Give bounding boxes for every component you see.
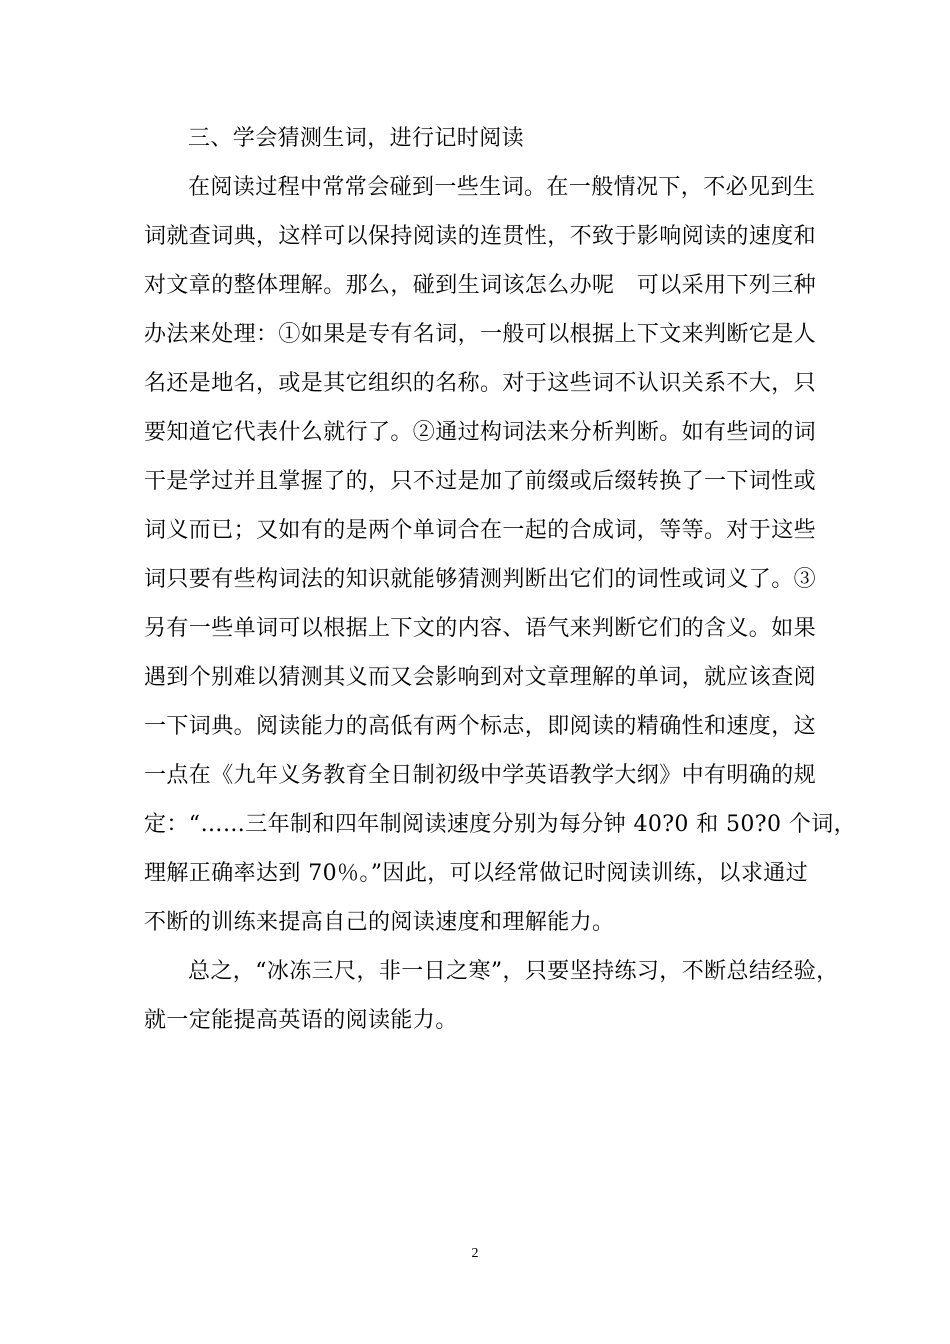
paragraph-line: 办法来处理：①如果是专有名词，一般可以根据上下文来判断它是人 [144,322,817,347]
paragraph-line: 在阅读过程中常常会碰到一些生词。在一般情况下，不必见到生 [188,175,816,200]
paragraph-line: 另有一些单词可以根据上下文的内容、语气来判断它们的含义。如果 [144,616,817,641]
paragraph-line: 要知道它代表什么就行了。②通过构词法来分析判断。如有些词的词 [144,420,817,445]
paragraph-1 [144,163,856,947]
paragraph-line: 定：“……三年制和四年制阅读速度分别为每分钟 40?0 和 50?0 个词， [144,812,856,837]
paragraph-line: 总之，“冰冻三尺，非一日之寒”，只要坚持练习，不断总结经验， [188,959,839,984]
paragraph-line: 不断的训练来提高自己的阅读速度和理解能力。 [144,910,615,935]
paragraph-line: 词就查词典，这样可以保持阅读的连贯性，不致于影响阅读的速度和 [144,224,817,249]
document-body [144,114,856,1045]
paragraph-line: 名还是地名，或是其它组织的名称。对于这些词不认识关系不大，只 [144,371,817,396]
section-heading: 三、学会猜测生词，进行记时阅读 [188,126,525,151]
paragraph-line: 理解正确率达到 70％。”因此，可以经常做记时阅读训练，以求通过 [144,861,809,886]
paragraph-line: 词义而已；又如有的是两个单词合在一起的合成词，等等。对于这些 [144,518,817,543]
paragraph-line: 对文章的整体理解。那么，碰到生词该怎么办呢 可以采用下列三种 [144,273,817,298]
paragraph-line: 就一定能提高英语的阅读能力。 [144,1008,458,1033]
paragraph-line: 遇到个别难以猜测其义而又会影响到对文章理解的单词，就应该查阅 [144,665,817,690]
page-number: 2 [471,1246,479,1261]
paragraph-line: 词只要有些构词法的知识就能够猜测判断出它们的词性或词义了。③ [144,567,817,592]
paragraph-line: 干是学过并且掌握了的，只不过是加了前缀或后缀转换了一下词性或 [144,469,817,494]
paragraph-line: 一点在《九年义务教育全日制初级中学英语教学大纲》中有明确的规 [144,763,817,788]
paragraph-2 [144,947,839,1045]
paragraph-line: 一下词典。阅读能力的高低有两个标志，即阅读的精确性和速度，这 [144,714,817,739]
